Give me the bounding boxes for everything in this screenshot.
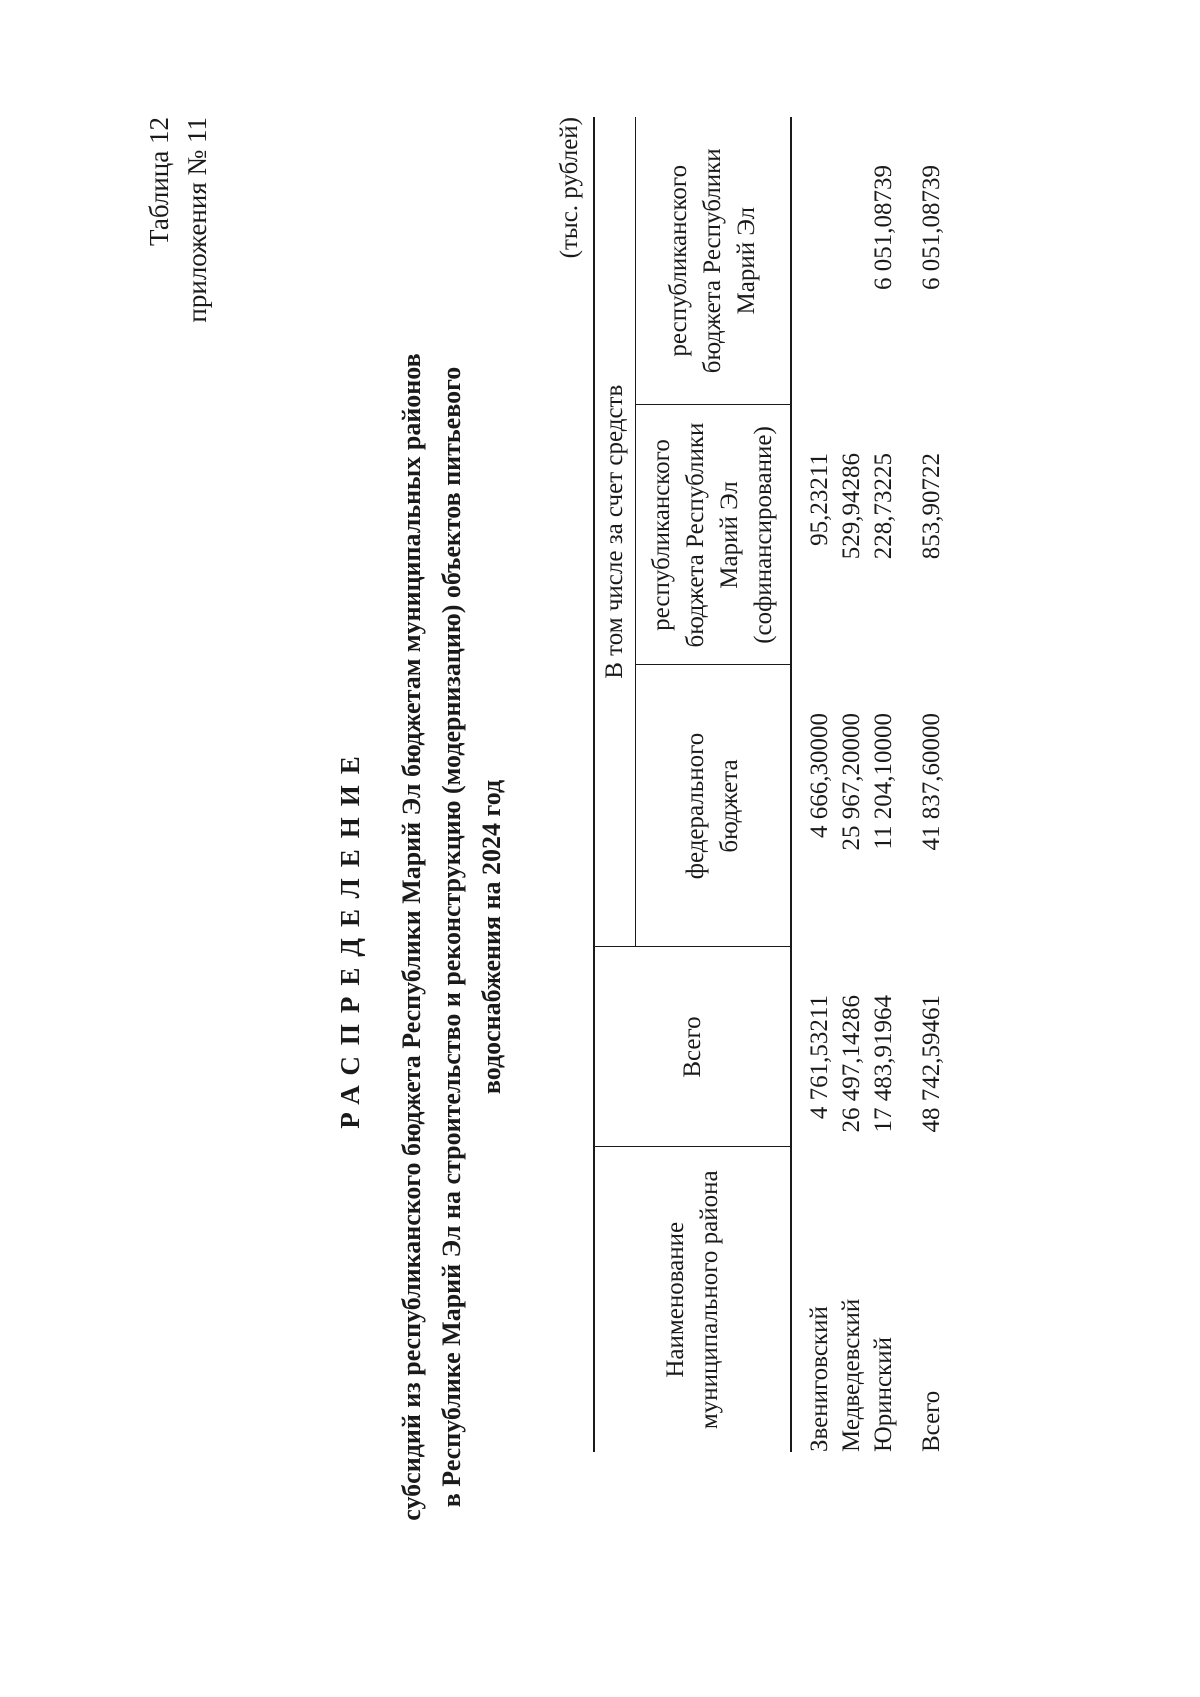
totals-label: Всего	[918, 1390, 945, 1452]
total-value: 17 483,91964	[870, 995, 897, 1133]
header-row-top	[594, 117, 636, 1452]
header-federal-budget: федерального бюджета	[636, 665, 792, 947]
district-name: Юринский	[870, 1337, 897, 1452]
header-republican-cofinancing: республиканского бюджета Республики Марий Эл (софинансирование)	[636, 405, 792, 665]
totals-republican-value: 6 051,08739	[918, 165, 945, 290]
header-total: Всего	[594, 947, 791, 1147]
federal-value: 25 967,20000	[838, 713, 865, 851]
cofinancing-value: 529,94286	[838, 453, 865, 560]
subtitle-line-1: субсидий из республиканского бюджета Республики Марий Эл бюджетам муниципальных районов	[397, 353, 426, 1521]
total-value: 4 761,53211	[806, 995, 833, 1120]
document-title: РАСПРЕДЕЛЕНИЕ	[335, 745, 365, 1129]
title-block	[335, 277, 512, 1597]
distribution-table	[593, 117, 948, 1452]
subtitle-line-2: в Республике Марий Эл на строительство и реконструкцию (модернизацию) объектов питьевого	[437, 366, 466, 1508]
table-row	[791, 117, 836, 1452]
republican-value	[791, 117, 836, 405]
subtitle-line-3: водоснабжения на 2024 год	[477, 779, 506, 1095]
district-name: Звениговский	[806, 1306, 833, 1452]
table-row	[868, 117, 900, 1452]
republican-value	[836, 117, 868, 405]
header-including-funds: В том числе за счет средств	[594, 117, 636, 947]
header-republican-budget: республиканского бюджета Республики Марий Эл	[636, 117, 792, 405]
totals-federal-value: 41 837,60000	[918, 713, 945, 851]
distribution-table-wrapper	[593, 117, 948, 1452]
table-row	[836, 117, 868, 1452]
units-label: (тыс. рублей)	[556, 117, 583, 259]
table-number: Таблица 12	[144, 117, 174, 246]
totals-cofinancing-value: 853,90722	[918, 453, 945, 560]
totals-total-value: 48 742,59461	[918, 995, 945, 1133]
federal-value: 4 666,30000	[806, 713, 833, 838]
republican-value: 6 051,08739	[870, 165, 897, 290]
document-subtitle	[392, 277, 512, 1597]
cofinancing-value: 228,73225	[870, 453, 897, 560]
cofinancing-value: 95,23211	[806, 453, 833, 546]
district-name: Медведевский	[838, 1298, 865, 1452]
table-reference	[140, 117, 216, 397]
totals-row	[900, 117, 948, 1452]
federal-value: 11 204,10000	[870, 713, 897, 850]
appendix-reference: приложения № 11	[182, 117, 212, 323]
header-municipal-district: Наименование муниципального района	[594, 1147, 791, 1452]
total-value: 26 497,14286	[838, 995, 865, 1133]
